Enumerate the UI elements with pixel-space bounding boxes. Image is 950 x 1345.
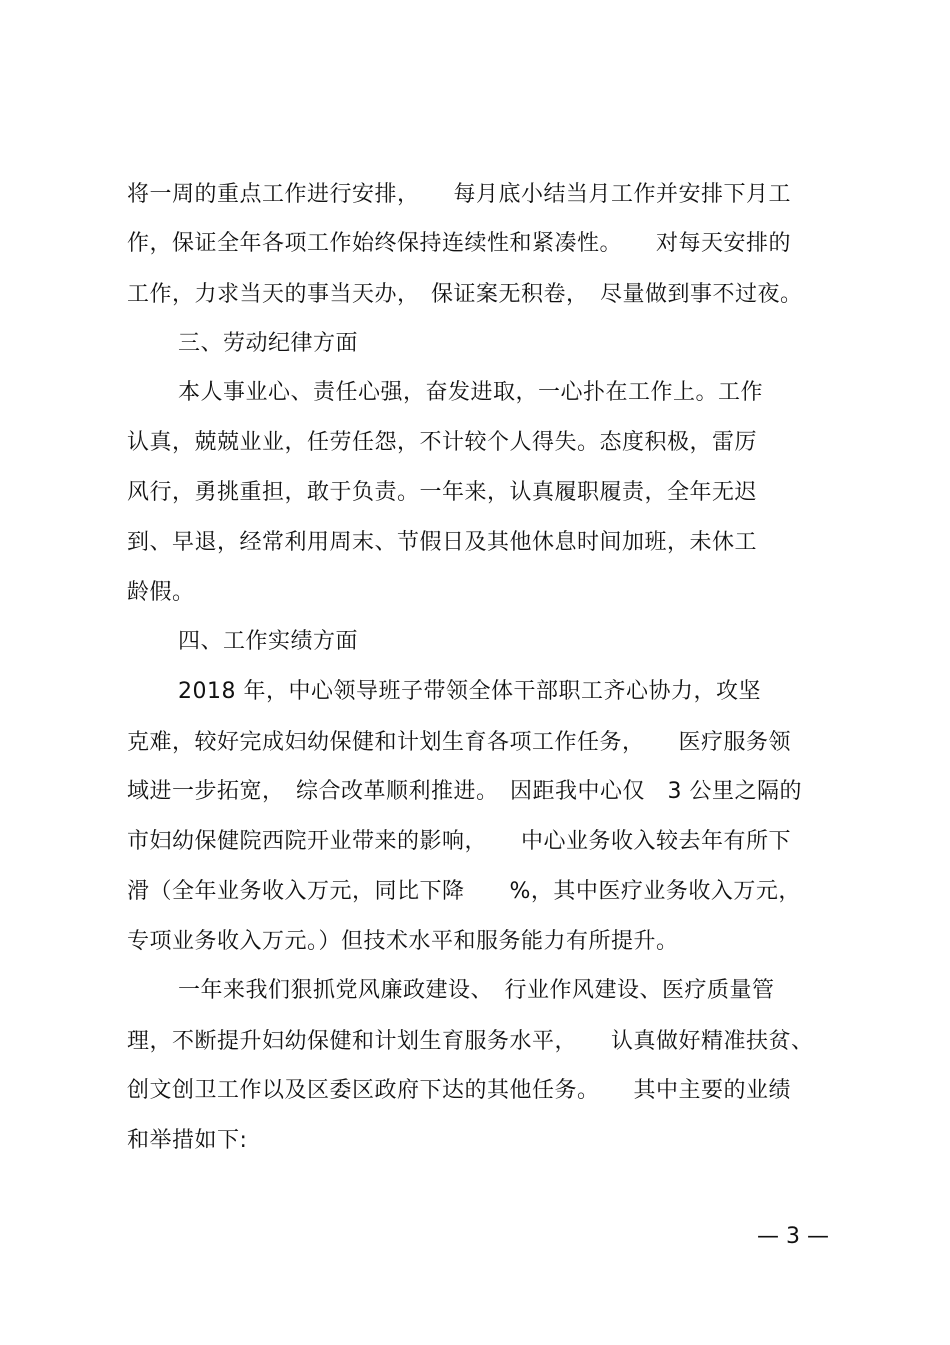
body-line-17: 一年来我们狠抓党风廉政建设、 行业作风建设、医疗质量管 bbox=[178, 978, 775, 1003]
body-line-2: 作，保证全年各项工作始终保持连续性和紧凑性。 对每天安排的 bbox=[127, 231, 792, 256]
body-line-1: 将一周的重点工作进行安排， 每月底小结当月工作并安排下月工 bbox=[127, 182, 792, 207]
body-line-15: 滑（全年业务收入万元，同比下降 %，其中医疗业务收入万元， bbox=[127, 879, 801, 904]
body-line-11: 2018 年，中心领导班子带领全体干部职工齐心协力，攻坚 bbox=[178, 679, 761, 704]
page-number: — 3 — bbox=[757, 1224, 829, 1249]
body-line-18: 理，不断提升妇幼保健和计划生育服务水平， 认真做好精准扶贫、 bbox=[127, 1029, 814, 1054]
body-line-7: 风行，勇挑重担，敢于负责。一年来，认真履职履责，全年无迟 bbox=[127, 480, 758, 505]
body-line-14: 市妇幼保健院西院开业带来的影响， 中心业务收入较去年有所下 bbox=[127, 829, 792, 854]
body-line-20: 和举措如下: bbox=[127, 1128, 248, 1153]
body-line-16: 专项业务收入万元。）但技术水平和服务能力有所提升。 bbox=[127, 929, 679, 954]
section-heading-work-performance: 四、工作实绩方面 bbox=[178, 629, 359, 654]
body-line-6: 认真，兢兢业业，任劳任怨，不计较个人得失。态度积极，雷厉 bbox=[127, 430, 758, 455]
body-line-9: 龄假。 bbox=[127, 580, 195, 605]
body-line-12: 克难，较好完成妇幼保健和计划生育各项工作任务， 医疗服务领 bbox=[127, 730, 792, 755]
body-line-19: 创文创卫工作以及区委区政府下达的其他任务。 其中主要的业绩 bbox=[127, 1078, 792, 1103]
body-line-5: 本人事业心、责任心强，奋发进取，一心扑在工作上。工作 bbox=[178, 380, 764, 405]
body-line-8: 到、早退，经常利用周末、节假日及其他休息时间加班，未休工 bbox=[127, 530, 758, 555]
body-line-3: 工作，力求当天的事当天办， 保证案无积卷， 尽量做到事不过夜。 bbox=[127, 282, 803, 307]
body-line-13: 域进一步拓宽， 综合改革顺利推进。 因距我中心仅 3 公里之隔的 bbox=[127, 779, 802, 804]
section-heading-labor-discipline: 三、劳动纪律方面 bbox=[178, 331, 359, 356]
